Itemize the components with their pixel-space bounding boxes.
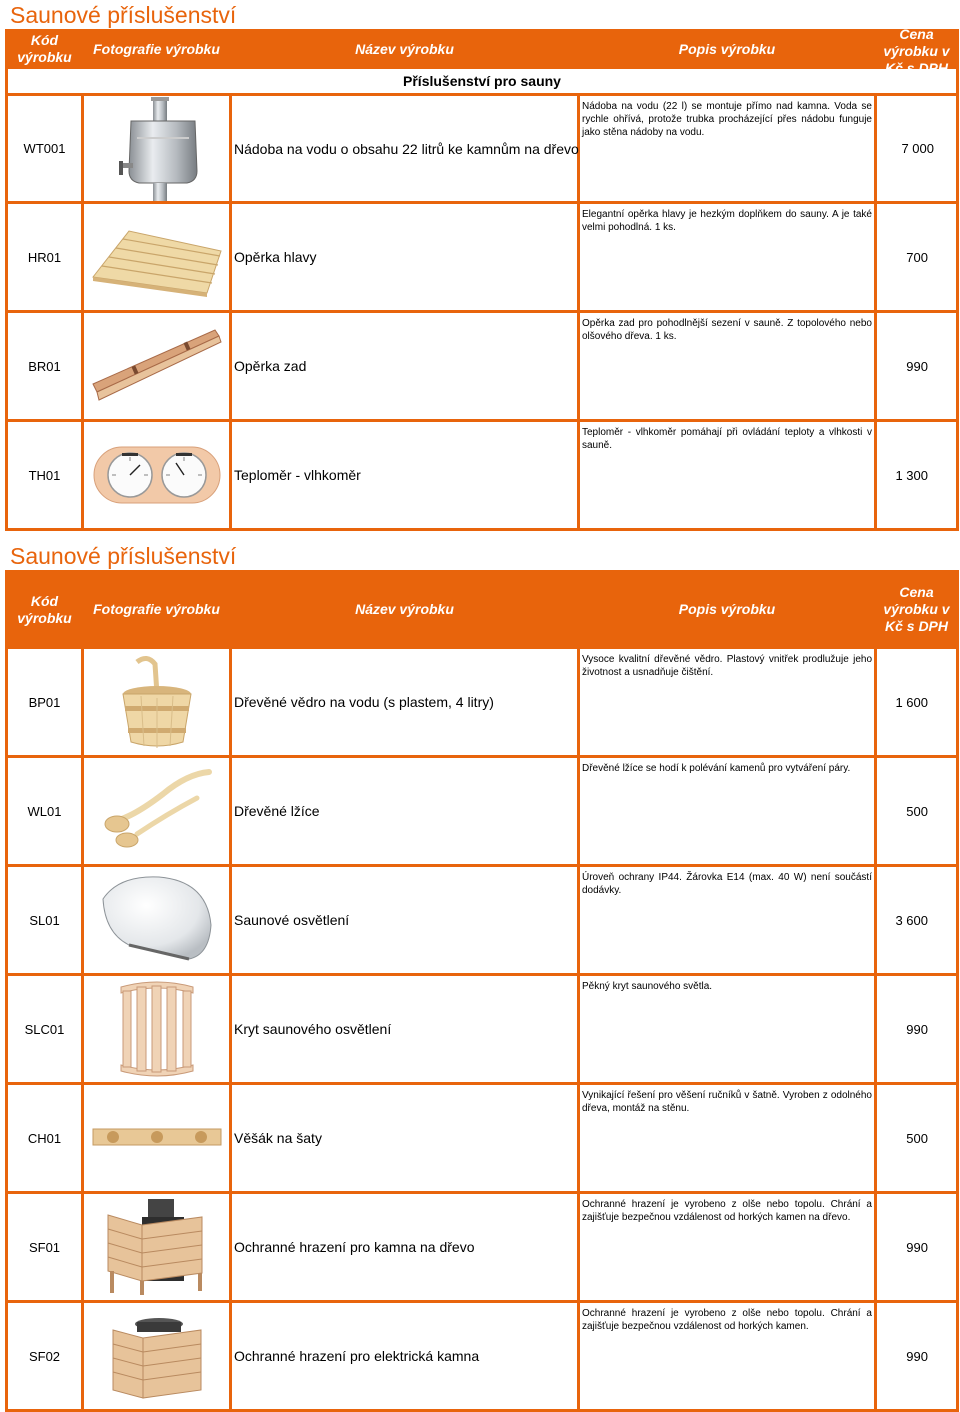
product-name: Nádoba na vodu o obsahu 22 litrů ke kamnům na dřevo (231, 95, 579, 203)
product-photo (83, 1084, 231, 1193)
product-photo (83, 1193, 231, 1302)
product-code: CH01 (7, 1084, 83, 1193)
product-description: Vysoce kvalitní dřevěné vědro. Plastový vnitřek prodlužuje jeho životnost a usnadňuje čištění. (579, 648, 876, 757)
product-photo (83, 421, 231, 530)
headrest-icon (89, 217, 225, 297)
table-row (7, 975, 958, 1084)
product-name: Opěrka zad (231, 312, 579, 421)
product-photo (83, 648, 231, 757)
product-description: Teploměr - vlhkoměr pomáhají při ovládání teploty a vlhkosti v sauně. (579, 421, 876, 530)
header-price: Cena výrobku v Kč s DPH (876, 31, 958, 68)
table-row (7, 203, 958, 312)
product-photo (83, 975, 231, 1084)
table-row (7, 1193, 958, 1302)
product-description: Elegantní opěrka hlavy je hezkým doplňkem do sauny. A je také velmi pohodlná. 1 ks. (579, 203, 876, 312)
product-name: Ochranné hrazení pro elektrická kamna (231, 1302, 579, 1411)
product-price: 1 600 (876, 648, 958, 757)
table-row (7, 421, 958, 530)
product-photo (83, 757, 231, 866)
table-row (7, 1302, 958, 1411)
product-name: Saunové osvětlení (231, 866, 579, 975)
header-code: Kód výrobku (7, 572, 83, 648)
product-price: 500 (876, 757, 958, 866)
product-price: 700 (876, 203, 958, 312)
table-row (7, 866, 958, 975)
table-row (7, 648, 958, 757)
header-name: Název výrobku (231, 31, 579, 68)
product-name: Dřevěné vědro na vodu (s plastem, 4 litry) (231, 648, 579, 757)
product-code: SLC01 (7, 975, 83, 1084)
water-tank-icon (97, 97, 217, 201)
product-description: Pěkný kryt saunového světla. (579, 975, 876, 1084)
wooden-bucket-icon (107, 654, 207, 750)
table-header (7, 31, 958, 68)
product-price: 990 (876, 312, 958, 421)
product-code: BP01 (7, 648, 83, 757)
product-description: Opěrka zad pro pohodlnější sezení v sauně. Z topolového nebo olšového dřeva. 1 ks. (579, 312, 876, 421)
product-photo (83, 866, 231, 975)
header-desc: Popis výrobku (579, 572, 876, 648)
header-photo: Fotografie výrobku (83, 572, 231, 648)
coat-hanger-icon (91, 1123, 223, 1153)
header-photo: Fotografie výrobku (83, 31, 231, 68)
product-name: Opěrka hlavy (231, 203, 579, 312)
table-header (7, 572, 958, 648)
header-desc: Popis výrobku (579, 31, 876, 68)
category-label: Příslušenství pro sauny (7, 68, 958, 95)
section-title: Saunové příslušenství (10, 2, 237, 28)
price-table (5, 570, 959, 1412)
product-price: 3 600 (876, 866, 958, 975)
wooden-ladle-icon (97, 768, 217, 854)
sauna-lamp-icon (99, 875, 215, 965)
product-price: 990 (876, 1302, 958, 1411)
product-photo (83, 312, 231, 421)
product-code: SL01 (7, 866, 83, 975)
product-description: Dřevěné lžíce se hodí k polévání kamenů pro vytváření páry. (579, 757, 876, 866)
table-row (7, 95, 958, 203)
product-code: TH01 (7, 421, 83, 530)
product-price: 500 (876, 1084, 958, 1193)
product-code: WL01 (7, 757, 83, 866)
header-code: Kód výrobku (7, 31, 83, 68)
product-description: Vynikající řešení pro věšení ručníků v šatně. Vyroben z odolného dřeva, montáž na stěnu. (579, 1084, 876, 1193)
backrest-icon (89, 324, 225, 408)
stove-fence-wood-icon (102, 1197, 212, 1297)
stove-fence-electric-icon (107, 1308, 207, 1404)
section-title: Saunové příslušenství (10, 543, 237, 569)
product-price: 7 000 (876, 95, 958, 203)
product-code: SF01 (7, 1193, 83, 1302)
lamp-cover-icon (117, 979, 197, 1079)
product-code: WT001 (7, 95, 83, 203)
product-name: Věšák na šaty (231, 1084, 579, 1193)
category-row (7, 68, 958, 95)
product-description: Úroveň ochrany IP44. Žárovka E14 (max. 40 W) není součástí dodávky. (579, 866, 876, 975)
product-description: Ochranné hrazení je vyrobeno z olše nebo topolu. Chrání a zajišťuje bezpečnou vzdálenost od horkých kamen na dřevo. (579, 1193, 876, 1302)
table-row (7, 312, 958, 421)
table-row (7, 757, 958, 866)
product-name: Ochranné hrazení pro kamna na dřevo (231, 1193, 579, 1302)
header-name: Název výrobku (231, 572, 579, 648)
product-description: Nádoba na vodu (22 l) se montuje přímo nad kamna. Voda se rychle ohřívá, protože trubka procházející přes nádobu funguje jako stěna nádoby na vodu. (579, 95, 876, 203)
product-photo (83, 203, 231, 312)
product-price: 990 (876, 1193, 958, 1302)
thermo-hygrometer-icon (92, 443, 222, 507)
product-photo (83, 1302, 231, 1411)
product-name: Dřevěné lžíce (231, 757, 579, 866)
product-photo (83, 95, 231, 203)
product-price: 990 (876, 975, 958, 1084)
product-price: 1 300 (876, 421, 958, 530)
product-name: Kryt saunového osvětlení (231, 975, 579, 1084)
price-table (5, 26, 959, 531)
table-row (7, 1084, 958, 1193)
header-price: Cena výrobku v Kč s DPH (876, 572, 958, 648)
product-code: SF02 (7, 1302, 83, 1411)
product-code: BR01 (7, 312, 83, 421)
product-code: HR01 (7, 203, 83, 312)
product-name: Teploměr - vlhkoměr (231, 421, 579, 530)
product-description: Ochranné hrazení je vyrobeno z olše nebo topolu. Chrání a zajišťuje bezpečnou vzdálenost od horkých kamen. (579, 1302, 876, 1411)
